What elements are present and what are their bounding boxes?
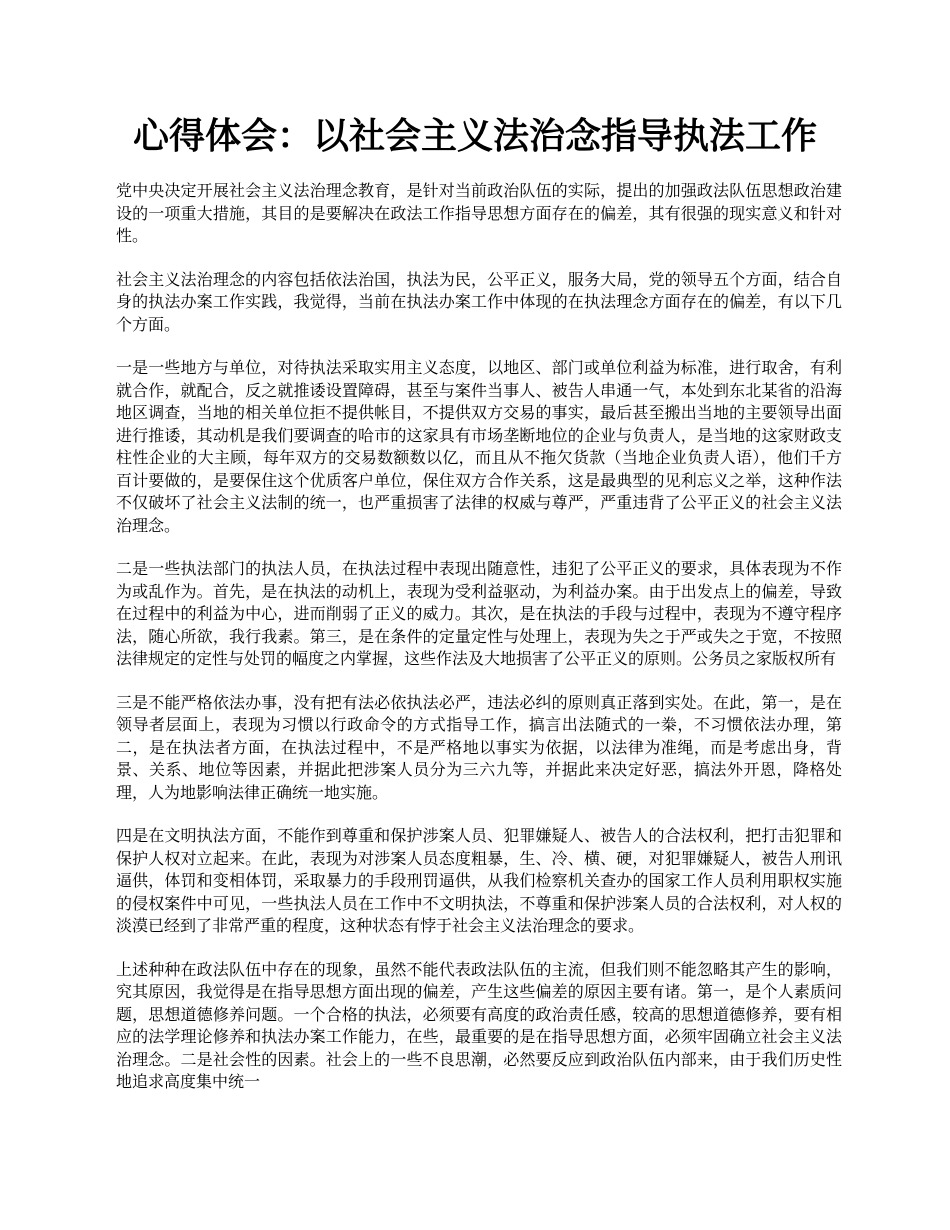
paragraph-7: 上述种种在政法队伍中存在的现象，虽然不能代表政法队伍的主流，但我们则不能忽略其产生的影响，究其原因，我觉得是在指导思想方面出现的偏差，产生这些偏差的原因主要有诸。第一，是个人素质问题，思想道德修养问题。一个合格的执法，必须要有高度的政治责任感，较高的思想道德修养，要有相应的法学理论修养和执法办案工作能力，在些，最重要的是在指导思想方面，必须牢固确立社会主义法治理念。二是社会性的因素。社会上的一些不良思潮，必然要反应到政治队伍内部来，由于我们历史性地追求高度集中统一 xyxy=(116,959,842,1091)
paragraph-6: 四是在文明执法方面，不能作到尊重和保护涉案人员、犯罪嫌疑人、被告人的合法权利，把打击犯罪和保护人权对立起来。在此，表现为对涉案人员态度粗暴，生、冷、横、硬，对犯罪嫌疑人，被告人刑讯逼供，体罚和变相体罚，采取暴力的手段刑罚逼供，从我们检察机关查办的国家工作人员利用职权实施的侵权案件中可见，一些执法人员在工作中不文明执法，不尊重和保护涉案人员的合法权利，对人权的淡漠已经到了非常严重的程度，这种状态有悖于社会主义法治理念的要求。 xyxy=(116,826,842,935)
document-body xyxy=(116,180,842,1115)
paragraph-5: 三是不能严格依法办事，没有把有法必依执法必严，违法必纠的原则真正落到实处。在此，第一，是在领导者层面上，表现为习惯以行政命令的方式指导工作，搞言出法随式的一桊，不习惯依法办理，第二，是在执法者方面，在执法过程中，不是严格地以事实为依据，以法律为准绳，而是考虑出身，背景、关系、地位等因素，并据此把涉案人员分为三六九等，并据此来决定好恶，搞法外开恩，降格处理，人为地影响法律正确统一地实施。 xyxy=(116,692,842,802)
paragraph-1: 党中央决定开展社会主义法治理念教育，是针对当前政治队伍的实际，提出的加强政法队伍思想政治建设的一项重大措施，其目的是要解决在政法工作指导思想方面存在的偏差，其有很强的现实意义和针对性。 xyxy=(116,181,842,245)
paragraph-3: 一是一些地方与单位，对待执法采取实用主义态度，以地区、部门或单位利益为标准，进行取舍，有利就合作，就配合，反之就推诿设置障碍，甚至与案件当事人、被告人串通一气，本处到东北某省的沿海地区调查，当地的相关单位拒不提供帐目，不提供双方交易的事实，最后甚至搬出当地的主要领导出面进行推诿，其动机是我们要调查的哈市的这家具有市场垄断地位的企业与负责人，是当地的这家财政支柱性企业的大主顾，每年双方的交易数额数以亿，而且从不拖欠货款（当地企业负责人语），他们千方百计要做的，是要保住这个优质客户单位，保住双方合作关系，这是最典型的见利忘义之举，这种作法不仅破坏了社会主义法制的统一，也严重损害了法律的权威与尊严，严重违背了公平正义的社会主义法治理念。 xyxy=(116,358,842,535)
paragraph-2: 社会主义法治理念的内容包括依法治国，执法为民，公平正义，服务大局，党的领导五个方面，结合自身的执法办案工作实践，我觉得，当前在执法办案工作中体现的在执法理念方面存在的偏差，有以下几个方面。 xyxy=(116,269,842,334)
document-title: 心得体会：以社会主义法治念指导执法工作 xyxy=(132,115,817,157)
paragraph-4: 二是一些执法部门的执法人员，在执法过程中表现出随意性，违犯了公平正义的要求，具体表现为不作为或乱作为。首先，是在执法的动机上，表现为受利益驱动，为利益办案。由于出发点上的偏差，导致在过程中的利益为中心，进而削弱了正义的威力。其次，是在执法的手段与过程中，表现为不遵守程序法，随心所欲，我行我素。第三，是在条件的定量定性与处理上，表现为失之于严或失之于宽，不按照法律规定的定性与处罚的幅度之内掌握，这些作法及大地损害了公平正义的原则。公务员之家版权所有 xyxy=(116,559,842,668)
